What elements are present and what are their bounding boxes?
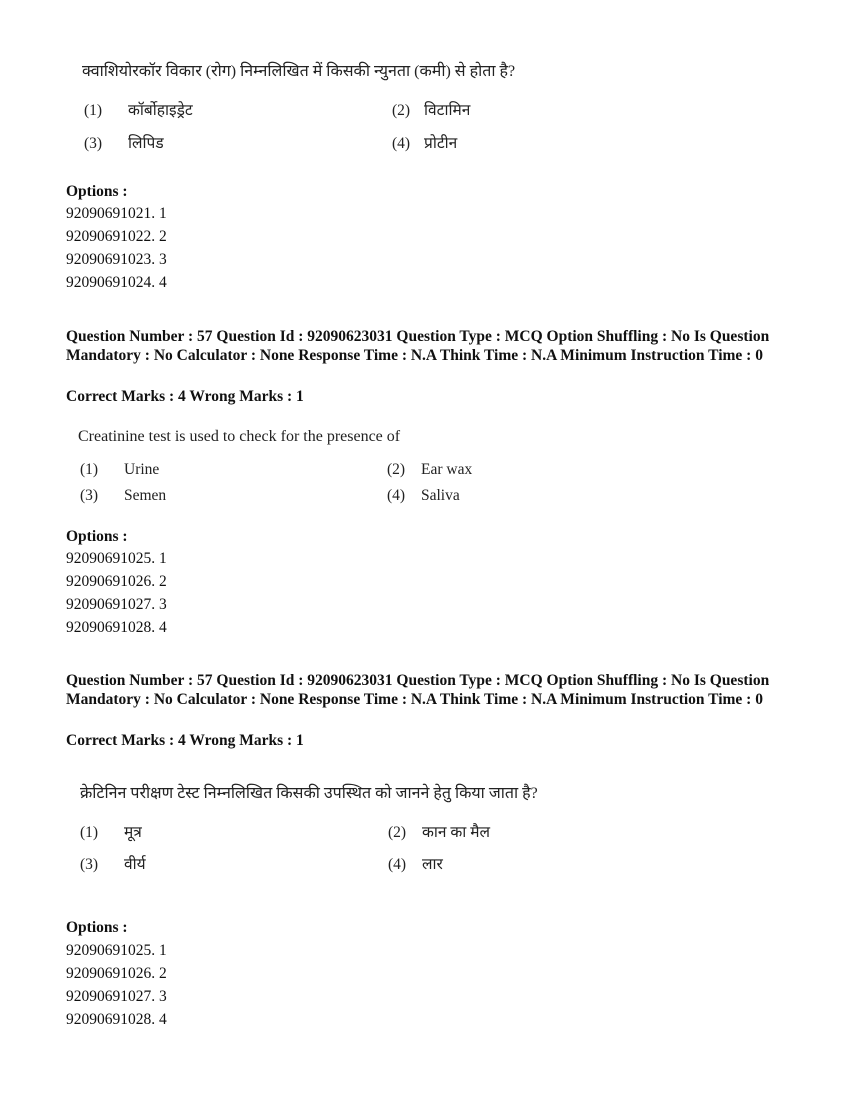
answer-option <box>80 852 146 874</box>
option-number: (2) <box>388 824 407 841</box>
option-label: Urine <box>124 461 160 478</box>
option-id: 92090691023. 3 <box>66 251 167 268</box>
option-id: 92090691022. 2 <box>66 228 167 245</box>
option-id: 92090691026. 2 <box>66 965 167 982</box>
option-number: (3) <box>80 856 99 873</box>
question-text: क्वाशियोरकॉर विकार (रोग) निम्नलिखित में किसकी न्युनता (कमी) से होता है? <box>82 63 516 80</box>
option-number: (2) <box>392 102 411 119</box>
answer-option <box>80 461 159 479</box>
question-text: Creatinine test is used to check for the presence of <box>78 428 401 445</box>
options-heading: Options : <box>66 528 128 545</box>
option-number: (1) <box>80 824 99 841</box>
answer-option <box>84 98 193 120</box>
option-id: 92090691028. 4 <box>66 619 167 636</box>
marks-info: Correct Marks : 4 Wrong Marks : 1 <box>66 732 304 749</box>
option-id: 92090691025. 1 <box>66 942 167 959</box>
options-heading: Options : <box>66 183 128 200</box>
option-number: (4) <box>392 135 411 152</box>
question-header: Question Number : 57 Question Id : 92090623031 Question Type : MCQ Option Shuffling : No Is Question Mandatory : No Calculator : None Response Time : N.A Think Time : N.A Minimum Instruction Time : 0 <box>66 672 770 708</box>
answer-option <box>388 820 490 842</box>
option-number: (4) <box>388 856 407 873</box>
option-id: 92090691027. 3 <box>66 596 167 613</box>
option-id: 92090691021. 1 <box>66 205 167 222</box>
option-number: (3) <box>80 487 99 504</box>
question-text: क्रेटिनिन परीक्षण टेस्ट निम्नलिखित किसकी उपस्थित को जानने हेतु किया जाता है? <box>80 785 538 802</box>
option-number: (3) <box>84 135 103 152</box>
option-id: 92090691024. 4 <box>66 274 167 291</box>
option-id: 92090691025. 1 <box>66 550 167 567</box>
answer-option <box>80 487 166 505</box>
option-id: 92090691026. 2 <box>66 573 167 590</box>
answer-option <box>392 131 457 153</box>
option-label: लार <box>422 856 443 873</box>
option-label: Ear wax <box>421 461 473 478</box>
answer-option <box>80 820 142 842</box>
option-label: लिपिड <box>128 135 164 152</box>
answer-option <box>84 131 164 153</box>
option-number: (1) <box>80 461 99 478</box>
answer-option <box>392 98 470 120</box>
option-label: Saliva <box>421 487 460 504</box>
answer-option <box>387 487 460 505</box>
option-label: कॉर्बोहाइड्रेट <box>128 102 193 119</box>
option-number: (1) <box>84 102 103 119</box>
option-label: Semen <box>124 487 167 504</box>
option-id: 92090691028. 4 <box>66 1011 167 1028</box>
answer-option <box>387 461 472 479</box>
marks-info: Correct Marks : 4 Wrong Marks : 1 <box>66 388 304 405</box>
option-label: प्रोटीन <box>424 135 458 152</box>
option-id: 92090691027. 3 <box>66 988 167 1005</box>
options-heading: Options : <box>66 919 128 936</box>
option-label: मूत्र <box>124 824 142 841</box>
option-number: (4) <box>387 487 406 504</box>
answer-option <box>388 852 443 874</box>
option-label: वीर्य <box>124 856 146 873</box>
option-label: कान का मैल <box>422 824 490 841</box>
option-label: विटामिन <box>424 102 471 119</box>
question-header: Question Number : 57 Question Id : 92090623031 Question Type : MCQ Option Shuffling : No Is Question Mandatory : No Calculator : None Response Time : N.A Think Time : N.A Minimum Instruction Time : 0 <box>66 328 770 364</box>
option-number: (2) <box>387 461 406 478</box>
